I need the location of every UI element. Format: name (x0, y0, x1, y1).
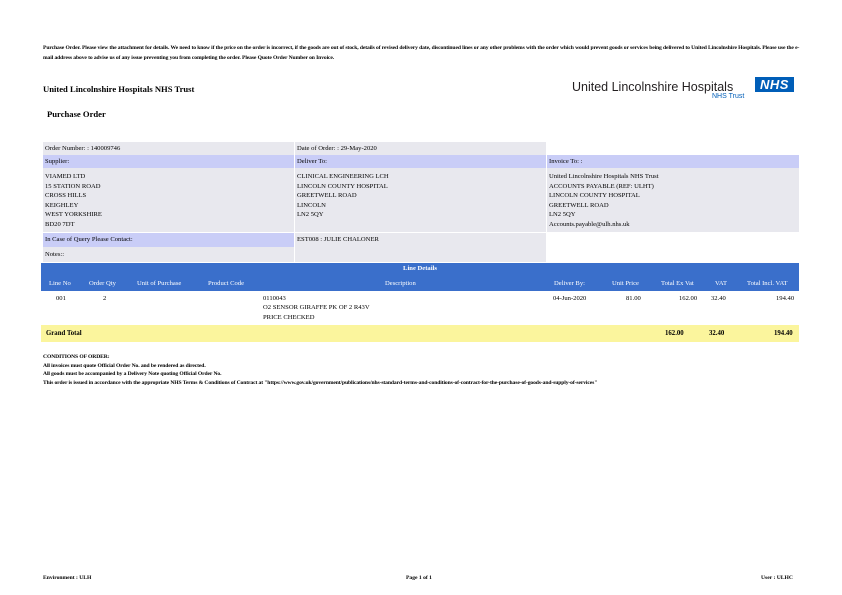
table-row (41, 294, 799, 324)
address-line: WEST YORKSHIRE (45, 211, 102, 219)
invoice-to-address (547, 168, 799, 232)
address-line: CROSS HILLS (45, 192, 87, 200)
supplier-label: Supplier: (43, 155, 294, 168)
conditions-heading: CONDITIONS OF ORDER: (43, 354, 110, 360)
query-contact-label: In Case of Query Please Contact: (43, 233, 294, 247)
description-line: O2 SENSOR GIRAFFE PK OF 2 R43V (263, 304, 370, 312)
invoice-to-label: Invoice To: : (547, 155, 799, 168)
condition-line: All goods must be accompanied by a Delivery Note quoting Official Order No. (43, 371, 222, 378)
nhs-logo-icon: NHS (755, 77, 794, 92)
column-header-product-code: Product Code (208, 280, 245, 287)
condition-line: All invoices must quote Official Order No. and be rendered as directed. (43, 362, 206, 369)
address-line: Accounts.payable@ulh.nhs.uk (549, 220, 630, 228)
total-incl-vat: 194.40 (776, 295, 795, 302)
address-line: LN2 5QY (297, 211, 324, 219)
address-line: United Lincolnshire Hospitals NHS Trust (549, 173, 659, 180)
column-header-order-qty: Order Qty (89, 280, 116, 287)
order-qty: 2 (103, 295, 107, 302)
condition-line: This order is issued in accordance with the appropriate NHS Terms & Conditions of Contract at "https://www.gov.uk/government/publications/nhs-standard-terms-and-conditions-of-contract-for-the-purchase-of-goods-and-supply-of-services" (43, 379, 598, 386)
column-header-unit-price: Unit Price (612, 280, 639, 287)
footer-environment: Environment : ULH (43, 575, 92, 581)
description-line: PRICE CHECKED (263, 313, 315, 321)
address-line: LN2 5QY (549, 211, 576, 219)
order-number: Order Number: : 140009746 (43, 142, 294, 155)
nhs-trust-logo (572, 76, 797, 102)
address-line: LINCOLN (297, 201, 326, 209)
deliver-to-address (295, 168, 546, 232)
address-line: CLINICAL ENGINEERING LCH (297, 173, 389, 180)
logo-subtitle: NHS Trust (712, 93, 745, 100)
description-line: 0110043 (263, 295, 286, 302)
footer-user: User : ULHC (761, 575, 793, 581)
grand-total-vat: 32.40 (709, 330, 725, 337)
column-header-description: Description (385, 280, 416, 287)
address-line: LINCOLN COUNTY HOSPITAL (297, 182, 388, 190)
address-line: BD20 7DT (45, 220, 75, 228)
order-notice: Purchase Order. Please view the attachment for details. We need to know if the price on the order is incorrect, if the goods are out of stock, details of revised delivery date, discontinued lines or any other problems with the order which would prevent goods or services being delivered to United Lincolnshire Hospitals. Please use the e-mail address above to advise us of any issue preventing you from completing the order. Please Quote Order Number on Invoice. (43, 45, 800, 61)
line-details-header (41, 263, 799, 291)
line-details-title: Line Details (403, 265, 437, 272)
column-header-unit-of-purchase: Unit of Purchase (137, 280, 182, 287)
vat: 32.40 (711, 295, 726, 302)
document-title: Purchase Order (47, 109, 106, 119)
logo-text: United Lincolnshire Hospitals (572, 80, 734, 94)
column-header-deliver-by: Deliver By: (554, 280, 585, 287)
date-of-order: Date of Order: : 29-May-2020 (295, 142, 546, 155)
column-header-total-ex-vat: Total Ex Vat (661, 280, 694, 287)
address-line: 15 STATION ROAD (45, 182, 101, 190)
query-contact: EST008 : JULIE CHALONER (295, 233, 546, 262)
grand-total-ex-vat: 162.00 (665, 330, 684, 337)
deliver-by: 04-Jun-2020 (553, 295, 587, 302)
organisation-name: United Lincolnshire Hospitals NHS Trust (43, 84, 195, 94)
grand-total-label: Grand Total (46, 330, 82, 337)
line-no: 001 (56, 295, 66, 302)
supplier-address (43, 168, 294, 232)
deliver-to-label: Deliver To: (295, 155, 546, 168)
address-line: KEIGHLEY (45, 201, 79, 209)
address-line: GREETWELL ROAD (549, 201, 609, 209)
column-header-line-no: Line No (49, 280, 71, 287)
grand-total-bar (41, 325, 799, 342)
column-header-total-incl-vat: Total Incl. VAT (747, 280, 788, 287)
footer-page-number: Page 1 of 1 (406, 575, 432, 581)
address-line: GREETWELL ROAD (297, 192, 357, 200)
address-line: LINCOLN COUNTY HOSPITAL (549, 192, 640, 200)
total-ex-vat: 162.00 (679, 295, 698, 302)
address-line: VIAMED LTD (45, 173, 86, 180)
column-header-vat: VAT (715, 280, 727, 287)
address-line: ACCOUNTS PAYABLE (REF: ULHT) (549, 182, 654, 190)
grand-total-incl-vat: 194.40 (774, 330, 793, 337)
notes-label: Notes:: (43, 247, 294, 262)
unit-price: 81.00 (626, 295, 641, 302)
conditions-of-order (43, 353, 803, 387)
